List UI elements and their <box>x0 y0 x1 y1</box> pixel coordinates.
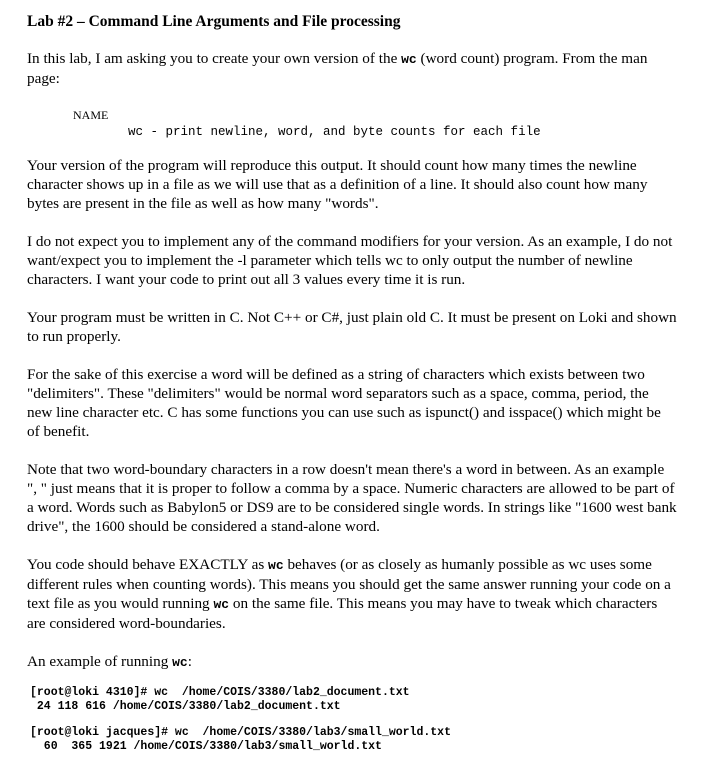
example-intro-text: An example of running <box>27 653 173 670</box>
terminal-example-2 <box>30 726 677 754</box>
terminal-output-line: 60 365 1921 /home/COIS/3380/lab3/small_world.txt <box>30 740 382 753</box>
terminal-example-1 <box>30 686 677 714</box>
intro-text-after: (word count) program. From the man page: <box>27 50 648 87</box>
intro-text-before: In this lab, I am asking you to create your own version of the <box>27 50 402 67</box>
wc-command-inline: wc <box>213 597 230 612</box>
man-description: wc - print newline, word, and byte counts for each file <box>128 125 541 139</box>
behavior-text-b: behaves (or as closely as humanly possible as wc uses some different rules when counting words). This means you should get the same answer running your code on a text file as you would running <box>27 556 671 612</box>
paragraph-word-boundaries: Note that two word-boundary characters in a row doesn't mean there's a word in between. As an example ", " just means that it is proper to follow a comma by a space. Numeric characters are allowed to be part of a word. Words such as Babylon5 or DS9 are to be considered single words. In strings like "1600 west bank drive", the 1600 should be considered a stand-alone word. <box>27 461 677 535</box>
intro-paragraph <box>27 49 677 88</box>
paragraph-language: Your program must be written in C. Not C++ or C#, just plain old C. It must be present on Loki and shown to run properly. <box>27 309 677 345</box>
man-page-excerpt <box>27 106 677 141</box>
terminal-output-line: 24 118 616 /home/COIS/3380/lab2_document.txt <box>30 700 341 713</box>
wc-command-inline: wc <box>401 52 417 67</box>
lab-title: Lab #2 – Command Line Arguments and File processing <box>27 13 401 30</box>
wc-command-inline: wc <box>268 558 284 573</box>
behavior-text-c: on the same file. This means you may have to tweak which characters are considered word-boundaries. <box>27 595 658 632</box>
terminal-prompt-line: [root@loki jacques]# wc /home/COIS/3380/lab3/small_world.txt <box>30 726 451 739</box>
behavior-text-a: You code should behave EXACTLY as <box>27 556 269 573</box>
wc-command-inline: wc <box>172 655 188 670</box>
terminal-prompt-line: [root@loki 4310]# wc /home/COIS/3380/lab2_document.txt <box>30 686 410 699</box>
man-name-label: NAME <box>73 108 109 122</box>
document-page <box>27 12 677 766</box>
paragraph-word-definition: For the sake of this exercise a word will be defined as a string of characters which exists between two "delimiters". These "delimiters" would be normal word separators such as a space, comma, period, the new line character etc. C has some functions you can use such as ispunct() and isspace() which might be of benefit. <box>27 366 661 440</box>
paragraph-output: Your version of the program will reproduce this output. It should count how many times the newline character shows up in a file as we will use that as a definition of a line. It should also count how many bytes are present in the file as well as how many "words". <box>27 157 648 212</box>
paragraph-behavior <box>27 555 677 633</box>
example-intro <box>27 652 677 672</box>
example-intro-colon: : <box>187 653 192 670</box>
paragraph-modifiers: I do not expect you to implement any of the command modifiers for your version. As an example, I do not want/expect you to implement the -l parameter which tells wc to only output the number of newline characters. I want your code to print out all 3 values every time it is run. <box>27 233 673 288</box>
